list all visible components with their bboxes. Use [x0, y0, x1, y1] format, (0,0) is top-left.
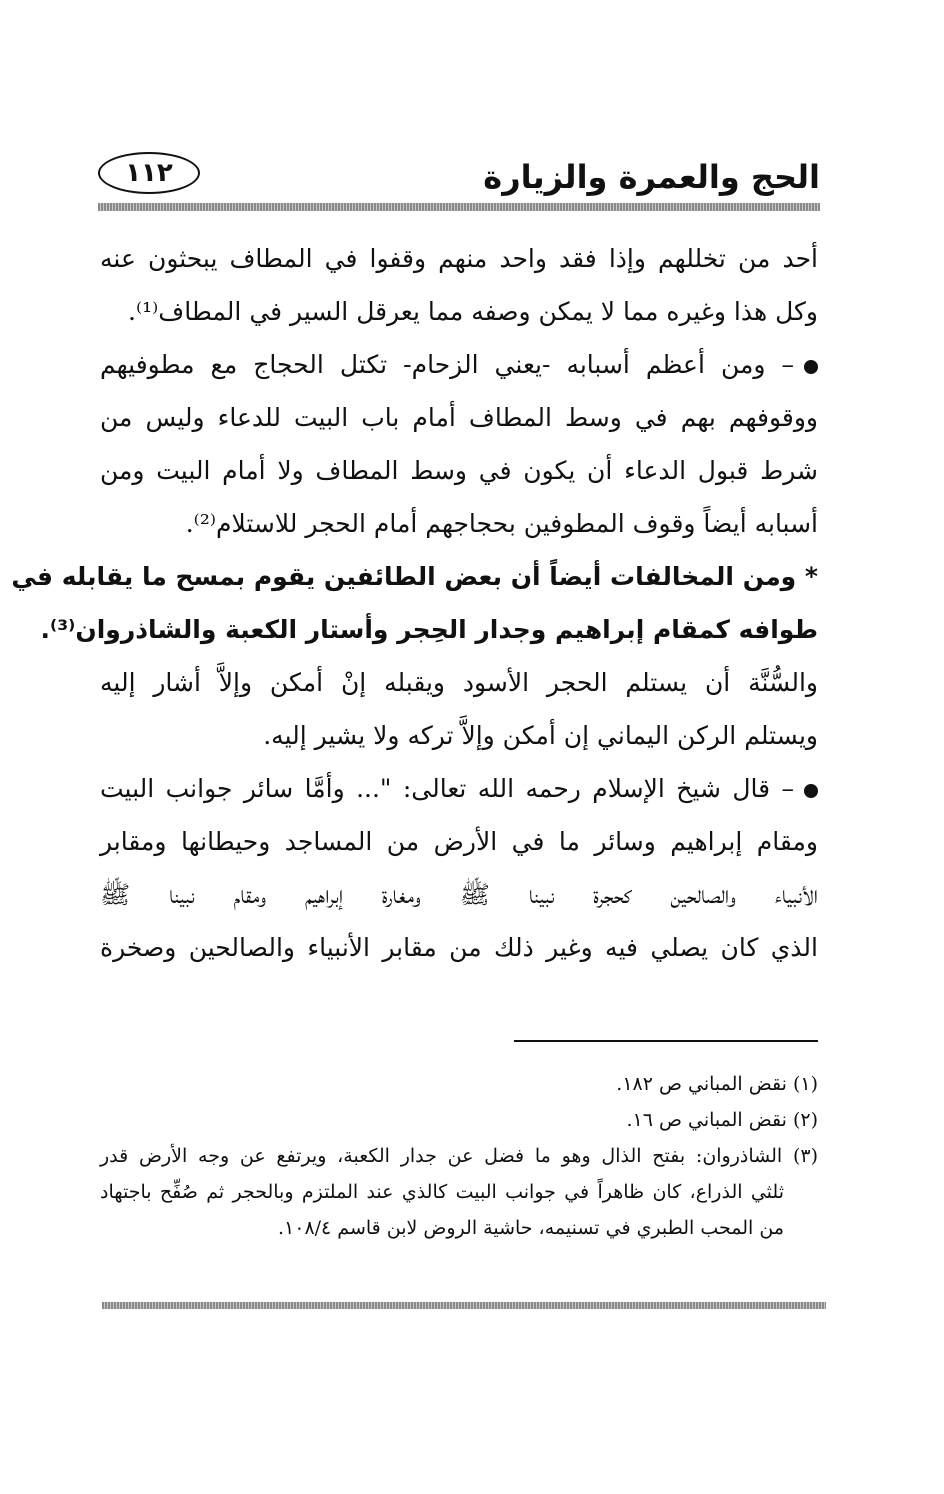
body-text: [11, 232, 818, 974]
header-rule: [98, 203, 820, 211]
body-line-bold: * ومن المخالفات أيضاً أن بعض الطائفين يقوم بمسح ما يقابله في: [11, 562, 818, 591]
bullet-item: [100, 338, 818, 391]
body-line: – ومن أعظم أسبابه -يعني الزحام- تكتل الحجاج مع مطوفيهم: [100, 350, 794, 379]
body-line: وكل هذا وغيره مما لا يمكن وصفه مما يعرقل السير في المطاف⁽¹⁾.: [128, 297, 818, 326]
page-number: ١١٢: [98, 152, 200, 194]
body-line: الذي كان يصلي فيه وغير ذلك من مقابر الأنبياء والصالحين وصخرة: [100, 933, 818, 962]
footer-rule: [102, 1302, 826, 1309]
bullet-icon: [804, 360, 818, 374]
footnotes: [100, 1066, 818, 1246]
page-header: [98, 152, 820, 204]
body-line: ووقوفهم بهم في وسط المطاف أمام باب البيت للدعاء وليس من: [100, 403, 818, 432]
body-line: أسبابه أيضاً وقوف المطوفين بحجاجهم أمام الحجر للاستلام⁽²⁾.: [185, 509, 818, 538]
footnote: (٢) نقض المباني ص ١٦.: [626, 1109, 818, 1131]
footnote: (٣) الشاذروان: بفتح الذال وهو ما فضل عن جدار الكعبة، ويرتفع عن وجه الأرض قدر: [100, 1145, 818, 1167]
footnote: (١) نقض المباني ص ١٨٢.: [616, 1073, 818, 1095]
body-line-bold: طوافه كمقام إبراهيم وجدار الحِجر وأستار الكعبة والشاذروان⁽³⁾.: [40, 615, 818, 644]
body-line: ومقام إبراهيم وسائر ما في الأرض من المساجد وحيطانها ومقابر: [100, 827, 818, 856]
bullet-item: [100, 762, 818, 815]
body-line: الأنبياء والصالحين كحجرة نبينا ﷺ ومغارة إبراهيم ومقام نبينا ﷺ: [100, 880, 818, 909]
running-title: الحج والعمرة والزيارة: [483, 158, 820, 196]
body-line: – قال شيخ الإسلام رحمه الله تعالى: "... وأمَّا سائر جوانب البيت: [100, 774, 794, 803]
body-line: والسُّنَّة أن يستلم الحجر الأسود ويقبله إنْ أمكن وإلاَّ أشار إليه: [100, 668, 818, 697]
body-line: ويستلم الركن اليماني إن أمكن وإلاَّ تركه ولا يشير إليه.: [263, 721, 818, 750]
bullet-icon: [804, 784, 818, 798]
footnote-separator: [514, 1040, 818, 1042]
body-line: أحد من تخللهم وإذا فقد واحد منهم وقفوا في المطاف يبحثون عنه: [100, 244, 818, 273]
body-line: شرط قبول الدعاء أن يكون في وسط المطاف ولا أمام البيت ومن: [100, 456, 818, 485]
footnote-continuation: من المحب الطبري في تسنيمه، حاشية الروض لابن قاسم ١٠٨/٤.: [277, 1217, 784, 1239]
footnote-continuation: ثلثي الذراع، كان ظاهراً في جوانب البيت كالذي عند الملتزم وبالحجر ثم صُفِّح باجتهاد: [100, 1181, 784, 1203]
